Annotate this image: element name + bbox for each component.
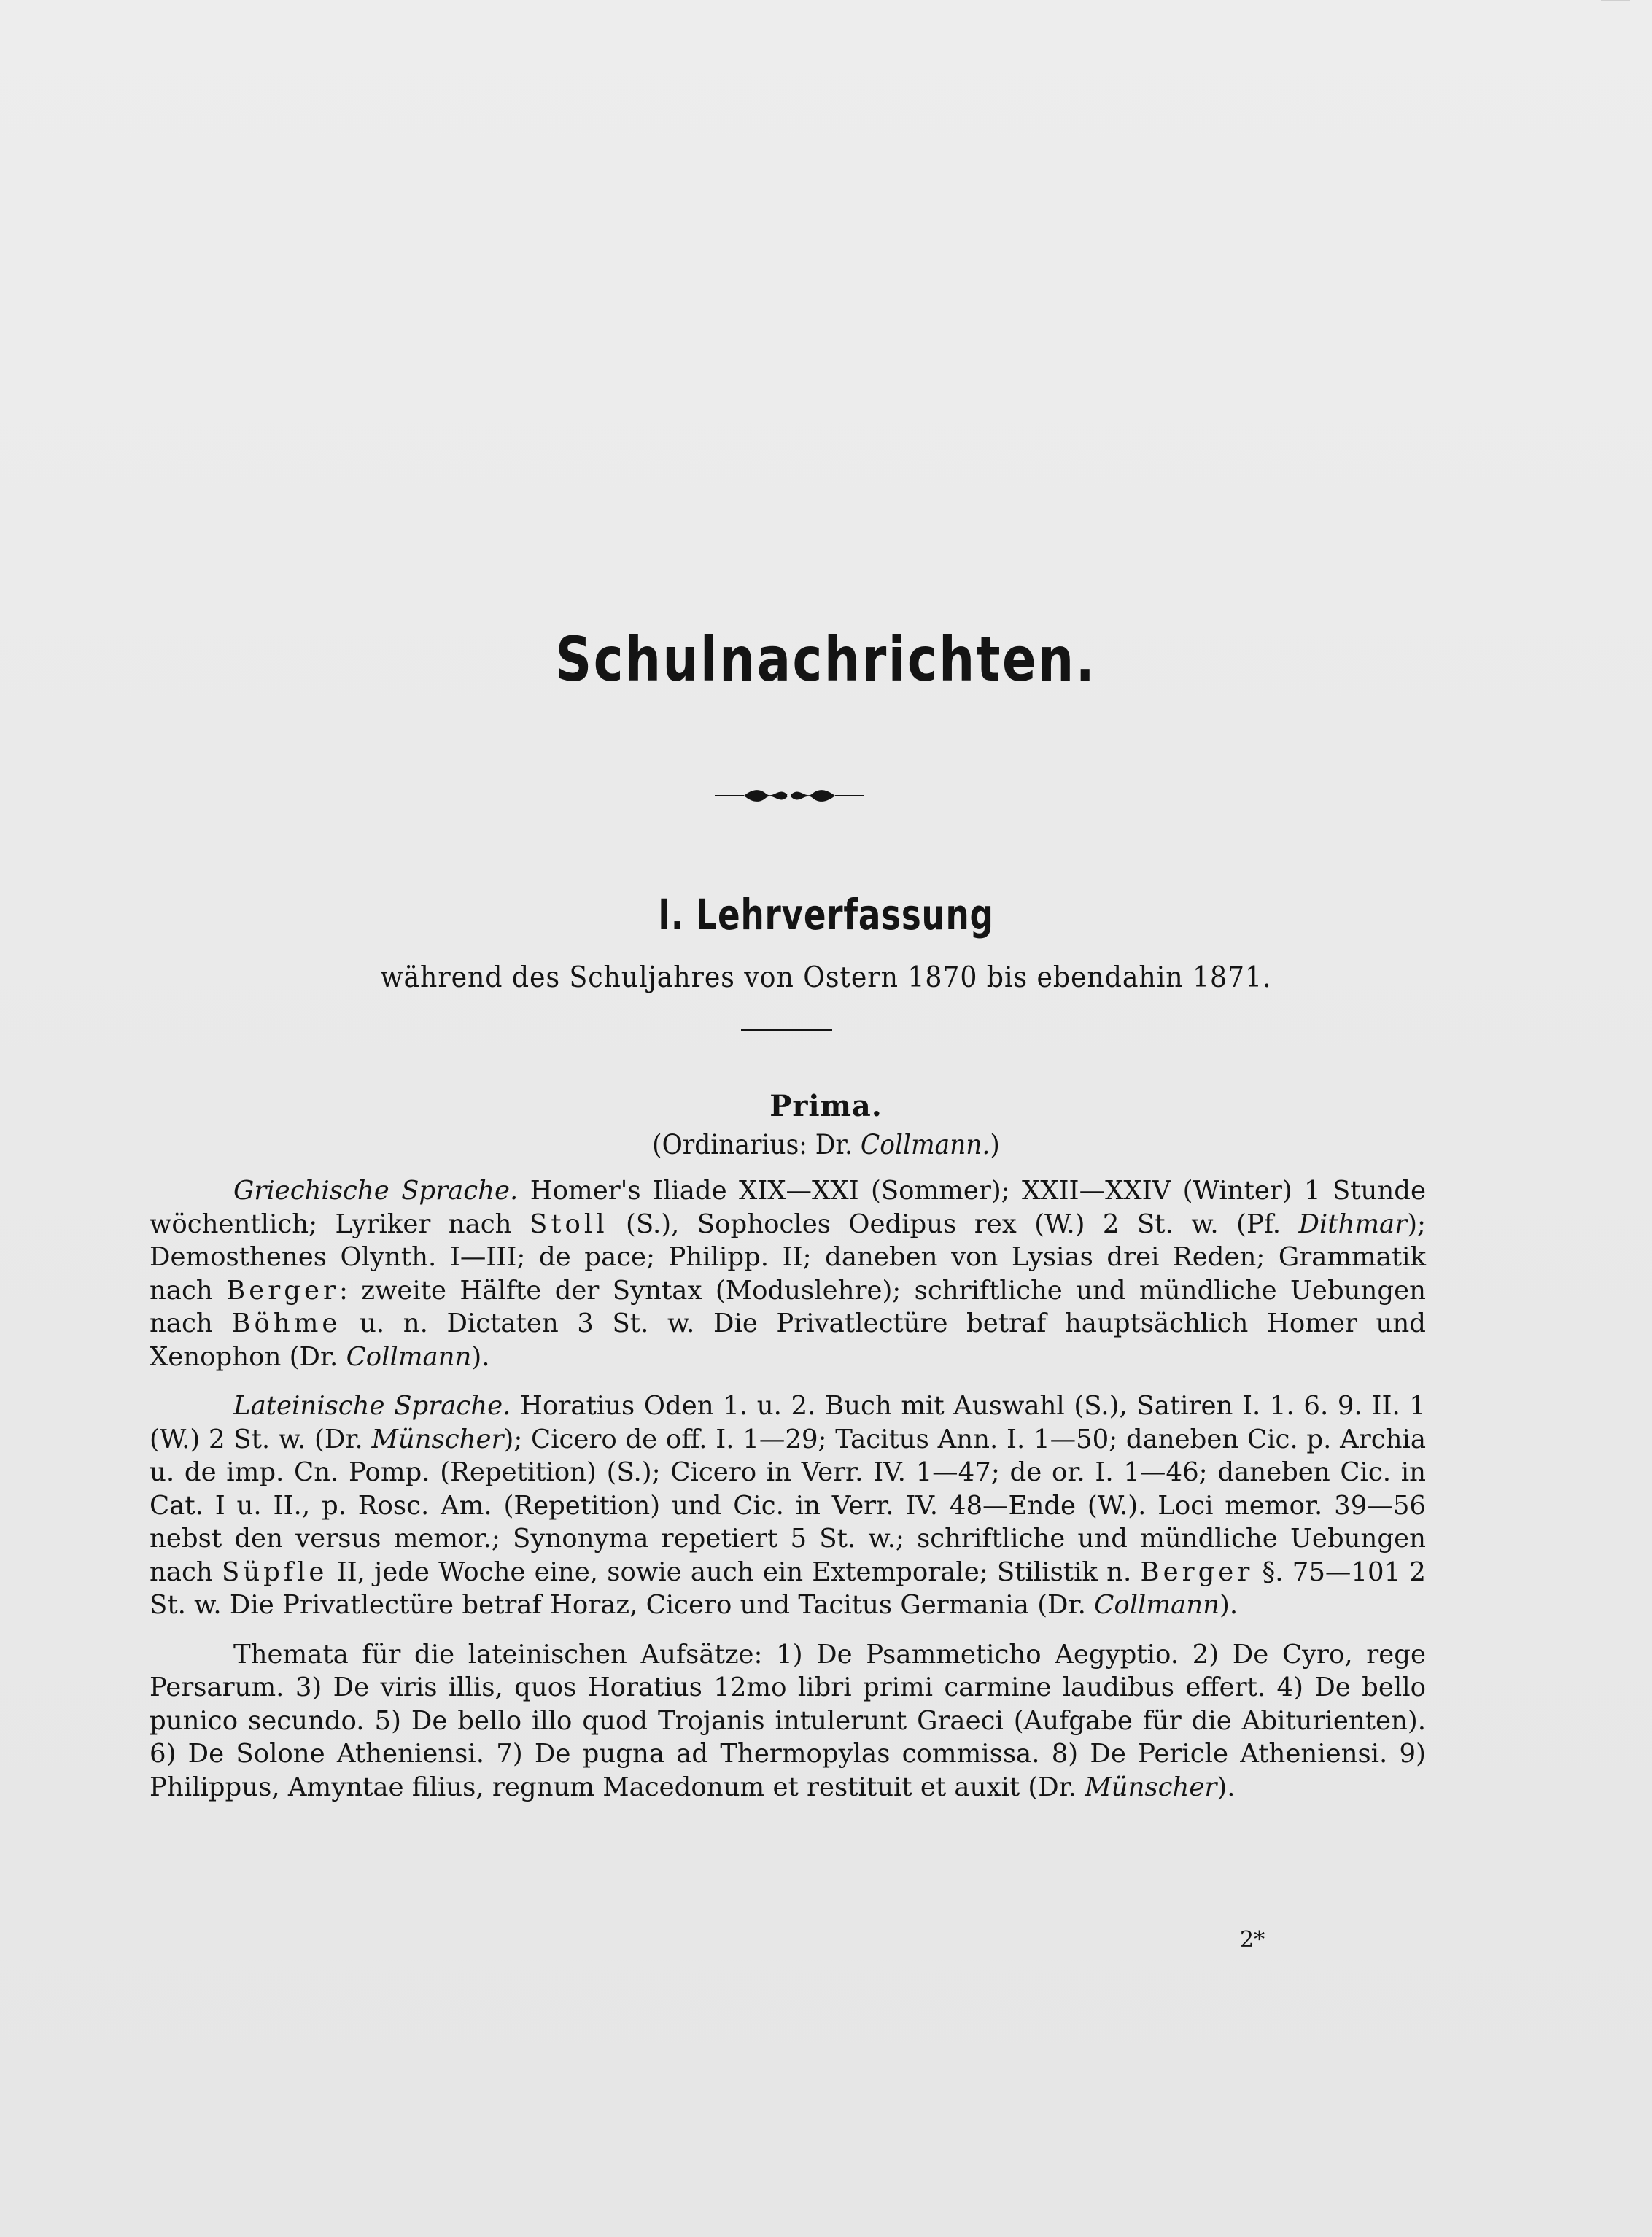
greek-text-2: (S.), Sophocles Oedipus rex (W.) 2 St. w. (Pf. <box>608 1209 1299 1239</box>
paragraph-greek <box>150 1174 1426 1373</box>
greek-text-1: Homer's Iliade XIX—XXI (Sommer); XXII—XXIV (Winter) 1 Stunde wöchentlich; Lyriker nach <box>150 1176 1427 1239</box>
document-body <box>150 1174 1426 1817</box>
latin-text-1: Horatius Oden 1. u. 2. Buch mit Auswahl (S.), Satiren I. 1. 6. 9. II. 1 (W.) 2 St. w. (Dr. <box>150 1391 1426 1454</box>
ordinarius-prefix: (Ordinarius: Dr. <box>652 1129 861 1160</box>
scan-edge-mark <box>1601 0 1630 12</box>
greek-name-collmann: Collmann <box>346 1341 472 1372</box>
ordinarius-name: Collmann. <box>860 1129 990 1160</box>
section-subtitle: während des Schuljahres von Ostern 1870 bis ebendahin 1871. <box>380 961 1272 994</box>
greek-name-stoll: Stoll <box>529 1209 608 1239</box>
latin-text-4: §. 75—101 2 St. w. Die Privatlectüre betraf Horaz, Cicero und Tacitus Germania (Dr. <box>150 1556 1426 1620</box>
greek-name-berger: Berger <box>226 1275 339 1306</box>
greek-text-3: ); Demosthenes Olynth. I—III; de pace; Philipp. II; daneben von Lysias drei Reden; Grammatik nach <box>150 1209 1426 1306</box>
ordinarius-line <box>58 1129 1594 1160</box>
latin-name-collmann: Collmann <box>1094 1590 1219 1620</box>
themata-end: ). <box>1217 1772 1236 1802</box>
latin-text-2: ); Cicero de off. I. 1—29; Tacitus Ann. I. 1—50; daneben Cic. p. Archia u. de imp. Cn. Pomp. (Repetition) (S.); Cicero in Verr. IV. 1—47; de or. I. 1—46; daneben Cic. in Cat. I u. II., p. Rosc. Am. (Repetition) und Cic. in Verr. IV. 48—Ende (W.). Loci memor. 39—56 nebst den versus memor.; Synonyma repetiert 5 St. w.; schriftliche und mündliche Uebungen nach <box>150 1424 1426 1587</box>
latin-name-muenscher: Münscher <box>371 1424 504 1454</box>
themata-text: Themata für die lateinischen Aufsätze: 1) De Psammeticho Aegyptio. 2) De Cyro, rege Persarum. 3) De viris illis, quos Horatius 12mo libri primi carmine laudibus effert. 4) De bello punico secundo. 5) De bello illo quod Trojanis intulerunt Graeci (Aufgabe für die Abiturienten). 6) De Solone Atheniensi. 7) De pugna ad Thermopylas commissa. 8) De Pericle Atheniensi. 9) Philippus, Amyntae filius, regnum Macedonum et restituit et auxit (Dr. <box>150 1639 1426 1802</box>
paragraph-latin <box>150 1389 1426 1622</box>
heading-rule <box>741 1029 832 1031</box>
greek-text-4: : zweite Hälfte der Syntax (Moduslehre); schriftliche und mündliche Uebungen nach <box>150 1275 1426 1338</box>
latin-text-5: ). <box>1219 1590 1238 1620</box>
class-heading: Prima. <box>769 1089 883 1123</box>
latin-text-3: II, jede Woche eine, sowie auch ein Extemporale; Stilistik n. <box>327 1556 1141 1587</box>
ornament-divider-icon <box>715 786 864 805</box>
subject-latin: Lateinische Sprache. <box>233 1391 511 1421</box>
ordinarius-suffix: ) <box>990 1129 1000 1160</box>
paragraph-themata <box>150 1638 1426 1804</box>
greek-name-boehme: Böhme <box>231 1309 341 1338</box>
greek-text-6: ). <box>471 1341 490 1372</box>
themata-name-muenscher: Münscher <box>1085 1772 1217 1802</box>
greek-text-5: u. n. Dictaten 3 St. w. Die Privatlectüre betraf hauptsächlich Homer und Xenophon (Dr. <box>150 1309 1426 1372</box>
latin-name-suepfle: Süpfle <box>222 1556 328 1587</box>
signature-mark: 2* <box>1240 1927 1265 1953</box>
section-heading: I. Lehrverfassung <box>658 890 994 939</box>
latin-name-berger: Berger <box>1140 1556 1254 1587</box>
page-title: Schulnachrichten. <box>555 624 1097 695</box>
subject-greek: Griechische Sprache. <box>233 1176 519 1206</box>
greek-name-dithmar: Dithmar <box>1298 1209 1408 1239</box>
